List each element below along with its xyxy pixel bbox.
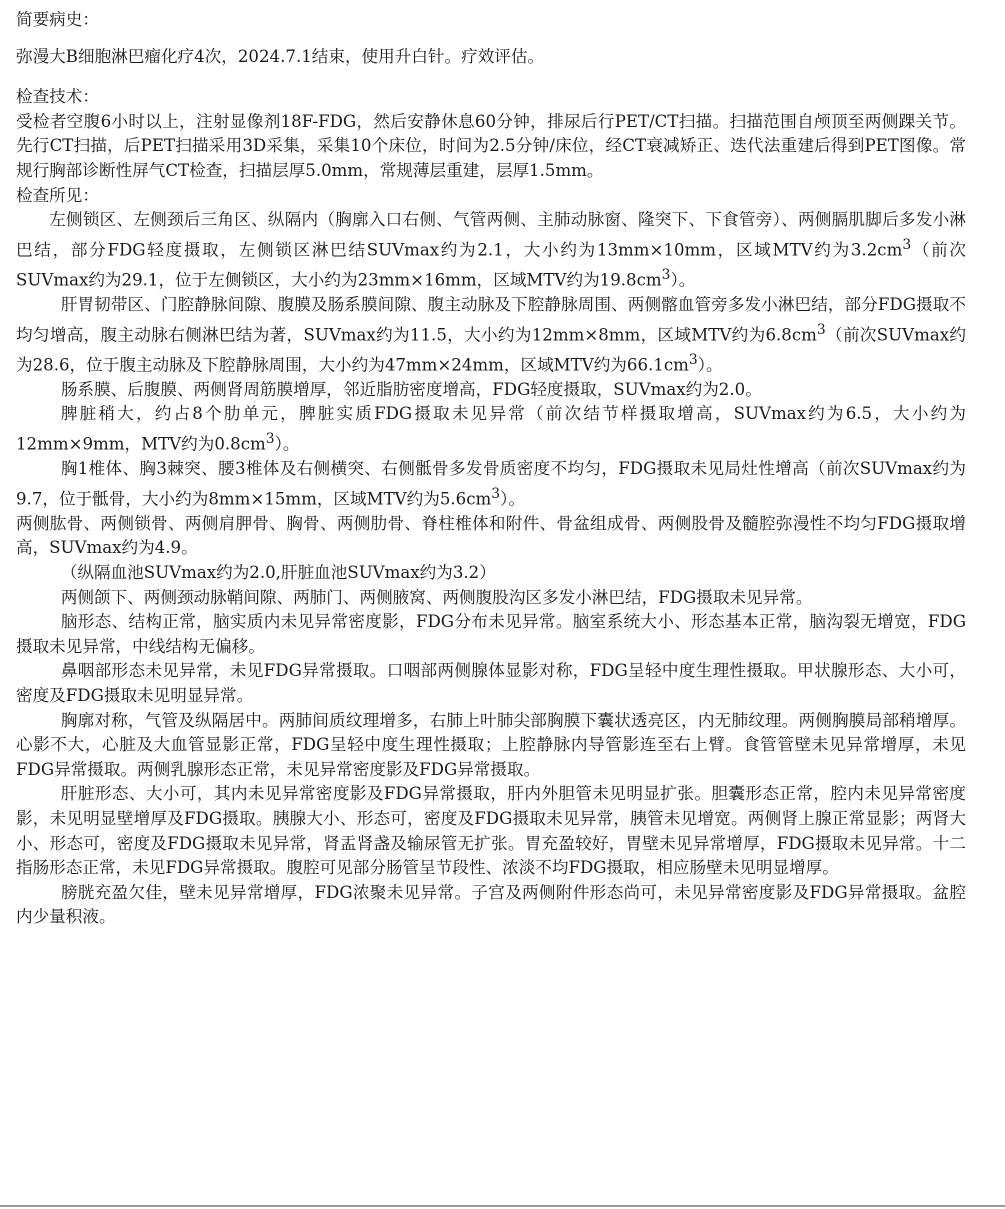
finding-text: （前次SUVmax约为29.1，位于左侧锁区，大小约为23mm×16mm，区域MTV约为19.8cm xyxy=(16,240,967,290)
superscript: 3 xyxy=(491,485,501,502)
superscript: 3 xyxy=(688,351,698,368)
finding-abdomen: 肝脏形态、大小可，其内未见异常密度影及FDG异常摄取，肝内外胆管未见明显扩张。胆囊形态正常，腔内未见异常密度影，未见明显壁增厚及FDG摄取。胰腺大小、形态可，密度及FDG摄取未见异常，胰管未见增宽。两侧肾上腺正常显影；两肾大小、形态可，密度及FDG摄取未见异常，肾盂肾盏及输尿管无扩张。胃充盈较好，胃壁未见异常增厚，FDG摄取未见异常。十二指肠形态正常，未见FDG异常摄取。腹腔可见部分肠管呈节段性、浓淡不均FDG摄取，相应肠壁未见明显增厚。 xyxy=(16,784,966,878)
finding-head-neck: 鼻咽部形态未见异常，未见FDG异常摄取。口咽部两侧腺体显影对称，FDG呈轻中度生理性摄取。甲状腺形态、大小可，密度及FDG摄取未见明显异常。 xyxy=(16,661,966,706)
findings-heading: 检查所见： xyxy=(16,185,99,205)
finding-text: ）。 xyxy=(500,489,525,509)
finding-abdominal-nodes xyxy=(16,293,966,378)
bottom-divider xyxy=(0,1205,1005,1207)
finding-text: ）。 xyxy=(274,434,300,454)
finding-text: 肝胃韧带区、门腔静脉间隙、腹膜及肠系膜间隙、腹主动脉及下腔静脉周围、两侧髂血管旁多发小淋巴结，部分FDG摄取不均匀增高，腹主动脉右侧淋巴结为著，SUVmax约为11.5，大小约为12mm×8mm，区域MTV约为6.8cm xyxy=(16,295,966,345)
history-heading: 简要病史： xyxy=(16,10,99,29)
superscript: 3 xyxy=(265,431,275,448)
spacer xyxy=(16,33,966,45)
superscript: 3 xyxy=(902,236,912,253)
finding-bone-diffuse: 两侧肱骨、两侧锁骨、两侧肩胛骨、胸骨、两侧肋骨、脊柱椎体和附件、骨盆组成骨、两侧股骨及髓腔弥漫性不均匀FDG摄取增高，SUVmax约为4.9。 xyxy=(16,513,966,558)
finding-text: ）。 xyxy=(697,355,723,375)
history-text: 弥漫大B细胞淋巴瘤化疗4次，2024.7.1结束，使用升白针。疗效评估。 xyxy=(16,46,545,66)
technique-heading: 检查技术： xyxy=(16,87,99,107)
finding-mesentery: 肠系膜、后腹膜、两侧肾周筋膜增厚，邻近脂肪密度增高，FDG轻度摄取，SUVmax约为2.0。 xyxy=(60,379,762,399)
finding-cervical-mediastinal-nodes xyxy=(16,208,966,293)
finding-blood-pool: （纵隔血池SUVmax约为2.0,肝脏血池SUVmax约为3.2） xyxy=(60,563,496,583)
finding-other-nodes: 两侧颌下、两侧颈动脉鞘间隙、两肺门、两侧腋窝、两侧腹股沟区多发小淋巴结，FDG摄取未见异常。 xyxy=(60,587,813,607)
finding-pelvis: 膀胱充盈欠佳，壁未见异常增厚，FDG浓聚未见异常。子宫及两侧附件形态尚可，未见异常密度影及FDG异常摄取。盆腔内少量积液。 xyxy=(16,882,966,927)
finding-text: 脾脏稍大，约占8个肋单元，脾脏实质FDG摄取未见异常（前次结节样摄取增高，SUVmax约为6.5，大小约为12mm×9mm，MTV约为0.8cm xyxy=(16,404,966,454)
finding-chest: 胸廓对称，气管及纵隔居中。两肺间质纹理增多，右肺上叶肺尖部胸膜下囊状透亮区，内无肺纹理。两侧胸膜局部稍增厚。心影不大，心脏及大血管显影正常，FDG呈轻中度生理性摄取；上腔静脉内导管影连至右上臂。食管管壁未见异常增厚，未见FDG异常摄取。两侧乳腺形态正常，未见异常密度影及FDG异常摄取。 xyxy=(16,710,966,779)
finding-text: ）。 xyxy=(670,270,696,290)
finding-text: 胸1椎体、胸3棘突、腰3椎体及右侧横突、右侧骶骨多发骨质密度不均匀，FDG摄取未见局灶性增高（前次SUVmax约为9.7，位于骶骨，大小约为8mm×15mm，区域MTV约为5.6cm xyxy=(16,459,966,509)
pet-ct-report xyxy=(16,8,966,930)
finding-text: 左侧锁区、左侧颈后三角区、纵隔内（胸廓入口右侧、气管两侧、主肺动脉窗、隆突下、下食管旁）、两侧膈肌脚后多发小淋巴结，部分FDG轻度摄取，左侧锁区淋巴结SUVmax约为2.1，大小约为13mm×10mm，区域MTV约为3.2cm xyxy=(16,210,966,260)
finding-text: （前次SUVmax约为28.6，位于腹主动脉及下腔静脉周围，大小约为47mm×24mm，区域MTV约为66.1cm xyxy=(16,325,966,375)
superscript: 3 xyxy=(661,266,671,283)
technique-text: 受检者空腹6小时以上，注射显像剂18F-FDG，然后安静休息60分钟，排尿后行PET/CT扫描。扫描范围自颅顶至两侧踝关节。先行CT扫描，后PET扫描采用3D采集，采集10个床位，时间为2.5分钟/床位，经CT衰减矫正、迭代法重建后得到PET图像。常规行胸部诊断性屏气CT检查，扫描层厚5.0mm，常规薄层重建，层厚1.5mm。 xyxy=(16,111,966,180)
spacer xyxy=(16,69,966,85)
superscript: 3 xyxy=(816,321,826,338)
finding-spleen xyxy=(16,402,966,457)
finding-bone-focal xyxy=(16,457,966,512)
finding-brain: 脑形态、结构正常，脑实质内未见异常密度影，FDG分布未见异常。脑室系统大小、形态基本正常，脑沟裂无增宽，FDG摄取未见异常，中线结构无偏移。 xyxy=(16,612,966,656)
